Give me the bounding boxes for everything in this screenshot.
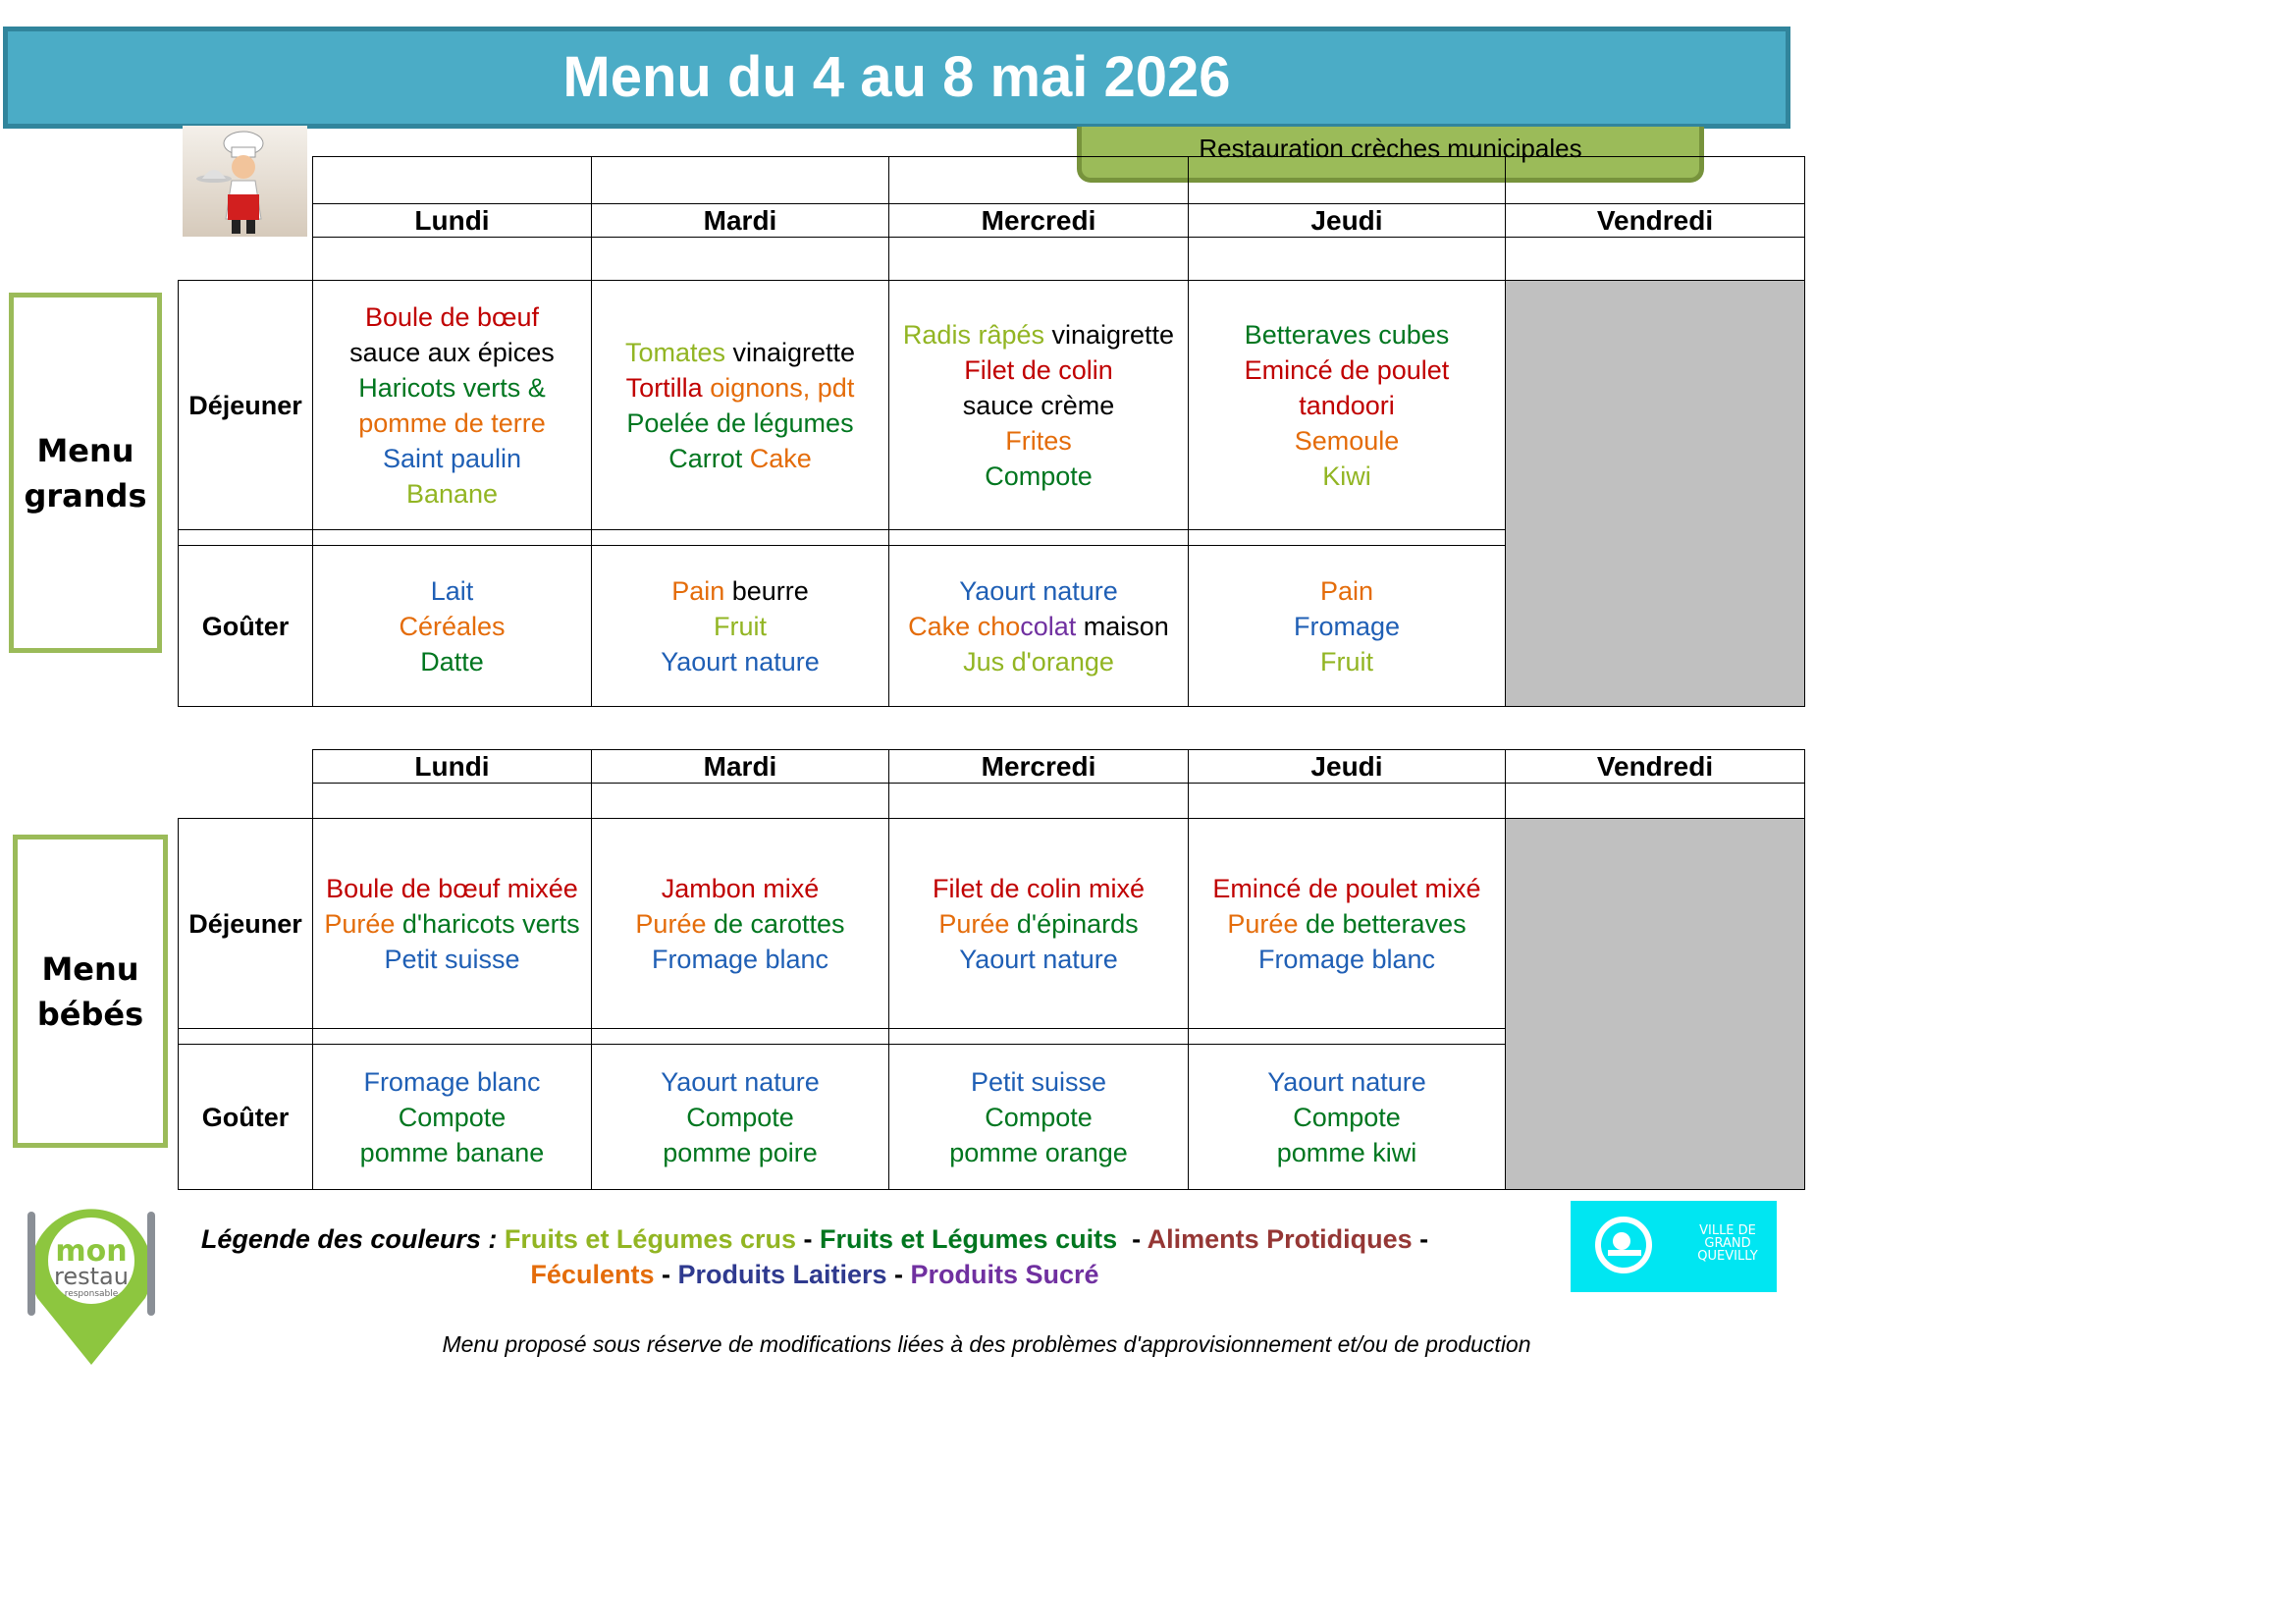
dish-text: sauce aux épices — [349, 337, 555, 367]
day-header-jeudi: Jeudi — [1189, 204, 1506, 238]
legend-item: Produits Laitiers — [677, 1260, 887, 1289]
dish-text: Compote — [985, 460, 1093, 491]
gouter-jeudi-line — [1189, 644, 1505, 679]
legend-item: Féculents — [530, 1260, 655, 1289]
empty-cell — [1506, 157, 1805, 204]
menu-grands-table — [178, 156, 1805, 707]
dish-text: Petit suisse — [384, 944, 520, 974]
dejeuner-lundi-line — [313, 942, 591, 977]
empty-cell — [592, 157, 889, 204]
empty-cell — [179, 750, 313, 784]
gouter-lundi-line — [313, 644, 591, 679]
dish-text: Tortilla — [625, 372, 711, 403]
dejeuner-cell-mercredi — [889, 281, 1189, 530]
grand-quevilly-logo — [1571, 1201, 1777, 1292]
dejeuner-lundi-line — [313, 476, 591, 512]
dejeuner-cell-lundi — [313, 819, 592, 1029]
dejeuner-lundi-line — [313, 871, 591, 906]
dish-text: Fromage blanc — [363, 1066, 541, 1097]
dish-text: Pain — [671, 575, 725, 606]
legend-item: - — [654, 1260, 678, 1289]
dejeuner-mardi-line — [592, 441, 888, 476]
dejeuner-mercredi-line — [889, 906, 1188, 942]
dish-text: Filet de colin mixé — [932, 873, 1146, 903]
legend-item: - — [1412, 1224, 1429, 1254]
dejeuner-jeudi-line — [1189, 388, 1505, 423]
day-header-mardi: Mardi — [592, 750, 889, 784]
dish-text: pomme de terre — [358, 407, 546, 438]
dejeuner-mercredi-line — [889, 423, 1188, 459]
menu-bebes-label-line1: Menu — [41, 949, 139, 988]
dish-text: de carottes — [706, 908, 845, 939]
service-subtitle: Restauration crèches municipales — [1077, 127, 1704, 183]
dish-text: Tomates — [624, 337, 725, 367]
dejeuner-mardi-line — [592, 942, 888, 977]
dish-text: Purée — [324, 908, 396, 939]
dish-text: Banane — [405, 478, 499, 509]
gouter-label: Goûter — [179, 546, 313, 707]
empty-cell — [889, 238, 1189, 281]
empty-cell — [592, 238, 889, 281]
disclaimer-note: Menu proposé sous réserve de modifications liées à des problèmes d'approvisionnement et/ou de production — [442, 1331, 1531, 1357]
empty-cell — [1189, 157, 1506, 204]
empty-cell — [179, 784, 313, 819]
legend-item: - — [1117, 1224, 1148, 1254]
dish-text: Yaourt nature — [661, 646, 820, 677]
spacer-cell — [592, 1029, 889, 1045]
dish-text: Cake — [749, 443, 812, 473]
dish-text: Boule de bœuf mixée — [326, 873, 578, 903]
dejeuner-mardi-line — [592, 906, 888, 942]
dejeuner-lundi-line — [313, 906, 591, 942]
legend-item: Fruits et Légumes crus — [504, 1224, 797, 1254]
spacer-cell — [179, 530, 313, 546]
gouter-mardi-line — [592, 1064, 888, 1100]
empty-cell — [313, 238, 592, 281]
dish-text: Betteraves cubes — [1244, 319, 1450, 350]
empty-cell — [889, 157, 1189, 204]
spacer-cell — [179, 1029, 313, 1045]
empty-cell — [1189, 784, 1506, 819]
dish-text: vinaigrette — [1044, 319, 1175, 350]
gouter-mercredi-line — [889, 609, 1188, 644]
day-header-mardi: Mardi — [592, 204, 889, 238]
gouter-mercredi-line — [889, 573, 1188, 609]
dish-text: pomme orange — [949, 1137, 1128, 1167]
gouter-cell-lundi — [313, 546, 592, 707]
gouter-lundi-line — [313, 1064, 591, 1100]
dish-text: Carrot — [668, 443, 750, 473]
legend-intro: Légende des couleurs : — [200, 1224, 505, 1254]
dish-text: Boule de bœuf — [364, 301, 540, 332]
dejeuner-mardi-line — [592, 871, 888, 906]
gouter-cell-mercredi — [889, 546, 1189, 707]
dish-text: Fromage blanc — [1257, 944, 1436, 974]
dish-text: Poelée de légumes — [626, 407, 854, 438]
dish-text: Kiwi — [1322, 460, 1371, 491]
empty-cell — [1189, 238, 1506, 281]
spacer-cell — [1189, 1029, 1506, 1045]
gouter-mercredi-line — [889, 1135, 1188, 1170]
dish-text: Cake cho — [908, 611, 1021, 641]
dejeuner-mercredi-line — [889, 942, 1188, 977]
dish-text: pomme kiwi — [1276, 1137, 1417, 1167]
spacer-cell — [889, 530, 1189, 546]
day-header-lundi: Lundi — [313, 750, 592, 784]
gouter-cell-mardi — [592, 1045, 889, 1190]
spacer-cell — [889, 1029, 1189, 1045]
empty-cell — [313, 784, 592, 819]
dejeuner-mercredi-line — [889, 459, 1188, 494]
dish-text: Fromage blanc — [651, 944, 829, 974]
legend-line-1 — [0, 1221, 1629, 1257]
vendredi-closed-cell — [1506, 819, 1805, 1190]
dejeuner-lundi-line — [313, 406, 591, 441]
dish-text: Yaourt nature — [661, 1066, 820, 1097]
dish-text: Compote — [686, 1102, 794, 1132]
dish-text: d'haricots verts — [395, 908, 580, 939]
dish-text: Yaourt nature — [959, 944, 1118, 974]
gouter-mardi-line — [592, 1100, 888, 1135]
gouter-mardi-line — [592, 1135, 888, 1170]
mon-restau-logo-word1: mon — [55, 1234, 128, 1269]
legend-item: Aliments Protidiques — [1147, 1224, 1413, 1254]
dejeuner-mardi-line — [592, 370, 888, 406]
gouter-mardi-line — [592, 573, 888, 609]
dish-text: oignons, pdt — [710, 372, 855, 403]
dish-text: Lait — [430, 575, 474, 606]
dish-text: Emincé de poulet — [1244, 354, 1450, 385]
empty-cell — [179, 238, 313, 281]
gouter-jeudi-line — [1189, 1100, 1505, 1135]
spacer-cell — [313, 530, 592, 546]
dejeuner-lundi-line — [313, 299, 591, 335]
dish-text: Petit suisse — [970, 1066, 1107, 1097]
dejeuner-lundi-line — [313, 335, 591, 370]
spacer-cell — [1189, 530, 1506, 546]
dish-text: Semoule — [1294, 425, 1400, 456]
dejeuner-cell-jeudi — [1189, 819, 1506, 1029]
dejeuner-jeudi-line — [1189, 871, 1505, 906]
gouter-lundi-line — [313, 1135, 591, 1170]
dish-text: Saint paulin — [382, 443, 522, 473]
dish-text: Radis râpés — [902, 319, 1044, 350]
dish-text: Fruit — [714, 611, 767, 641]
dish-text: Purée — [635, 908, 707, 939]
empty-cell — [313, 157, 592, 204]
gouter-label: Goûter — [179, 1045, 313, 1190]
grand-quevilly-text-line1: VILLE DE — [1699, 1223, 1756, 1238]
dish-text: Frites — [1005, 425, 1072, 456]
day-header-lundi: Lundi — [313, 204, 592, 238]
dish-text: Yaourt nature — [959, 575, 1118, 606]
dish-text: Compote — [1293, 1102, 1401, 1132]
spacer-cell — [313, 1029, 592, 1045]
menu-grands-label — [9, 293, 162, 653]
dish-text: beurre — [724, 575, 809, 606]
dejeuner-label: Déjeuner — [179, 819, 313, 1029]
legend-item: Fruits et Légumes cuits — [820, 1224, 1118, 1254]
dish-text: vinaigrette — [724, 337, 856, 367]
dish-text: colat — [1020, 611, 1077, 641]
dejeuner-label: Déjeuner — [179, 281, 313, 530]
dish-text: sauce crème — [962, 390, 1115, 420]
dejeuner-jeudi-line — [1189, 459, 1505, 494]
dish-text: pomme poire — [663, 1137, 818, 1167]
dejeuner-mercredi-line — [889, 352, 1188, 388]
gouter-lundi-line — [313, 609, 591, 644]
day-header-vendredi: Vendredi — [1506, 750, 1805, 784]
dejeuner-mardi-line — [592, 335, 888, 370]
dish-text: Yaourt nature — [1267, 1066, 1426, 1097]
empty-cell — [1506, 784, 1805, 819]
spacer-cell — [592, 530, 889, 546]
dejeuner-mercredi-line — [889, 317, 1188, 352]
page-title: Menu du 4 au 8 mai 2026 — [3, 27, 1790, 129]
dejeuner-jeudi-line — [1189, 942, 1505, 977]
dejeuner-cell-mardi — [592, 281, 889, 530]
gouter-cell-mardi — [592, 546, 889, 707]
dish-text: Céréales — [399, 611, 506, 641]
menu-grands-label-line1: Menu — [36, 431, 134, 469]
legend-line-2 — [0, 1257, 1629, 1292]
gouter-jeudi-line — [1189, 1064, 1505, 1100]
empty-cell — [1506, 238, 1805, 281]
dish-text: Purée — [938, 908, 1010, 939]
dejeuner-cell-mercredi — [889, 819, 1189, 1029]
dejeuner-lundi-line — [313, 370, 591, 406]
gouter-lundi-line — [313, 573, 591, 609]
gouter-mardi-line — [592, 644, 888, 679]
grand-quevilly-text-line2: GRAND QUEVILLY — [1697, 1236, 1758, 1264]
dish-text: Purée — [1227, 908, 1299, 939]
mon-restau-logo-word2: restau — [54, 1263, 129, 1290]
dish-text: maison — [1076, 611, 1169, 641]
dejeuner-cell-mardi — [592, 819, 889, 1029]
dish-text: Haricots verts & — [358, 372, 546, 403]
dejeuner-lundi-line — [313, 441, 591, 476]
empty-cell — [179, 204, 313, 238]
dish-text: pomme banane — [359, 1137, 545, 1167]
dish-text: Pain — [1319, 575, 1374, 606]
dejeuner-jeudi-line — [1189, 906, 1505, 942]
dish-text: Filet de colin — [964, 354, 1113, 385]
dish-text: d'épinards — [1009, 908, 1139, 939]
legend-item: - — [796, 1224, 821, 1254]
dejeuner-mercredi-line — [889, 388, 1188, 423]
gouter-cell-mercredi — [889, 1045, 1189, 1190]
dish-text: tandoori — [1299, 390, 1395, 420]
legend-item: Produits Sucré — [910, 1260, 1099, 1289]
dish-text: Jus d'orange — [963, 646, 1114, 677]
dish-text: Compote — [398, 1102, 507, 1132]
dish-text: Compote — [985, 1102, 1093, 1132]
empty-cell — [889, 784, 1189, 819]
gouter-jeudi-line — [1189, 609, 1505, 644]
day-header-mercredi: Mercredi — [889, 750, 1189, 784]
gouter-mercredi-line — [889, 1100, 1188, 1135]
gouter-cell-jeudi — [1189, 1045, 1506, 1190]
legend-item: - — [886, 1260, 911, 1289]
dish-text: Jambon mixé — [661, 873, 820, 903]
dish-text: Fromage — [1293, 611, 1401, 641]
dejeuner-mercredi-line — [889, 871, 1188, 906]
dejeuner-jeudi-line — [1189, 423, 1505, 459]
day-header-mercredi: Mercredi — [889, 204, 1189, 238]
dejeuner-cell-lundi — [313, 281, 592, 530]
gouter-mercredi-line — [889, 644, 1188, 679]
vendredi-closed-cell — [1506, 281, 1805, 707]
gouter-mercredi-line — [889, 1064, 1188, 1100]
menu-bebes-label-line2: bébés — [36, 995, 144, 1033]
dejeuner-mardi-line — [592, 406, 888, 441]
dish-text: Fruit — [1320, 646, 1373, 677]
menu-grands-label-line2: grands — [24, 476, 147, 514]
day-header-jeudi: Jeudi — [1189, 750, 1506, 784]
gouter-jeudi-line — [1189, 573, 1505, 609]
grand-quevilly-text — [1679, 1224, 1777, 1263]
gouter-cell-jeudi — [1189, 546, 1506, 707]
gouter-mardi-line — [592, 609, 888, 644]
dejeuner-cell-jeudi — [1189, 281, 1506, 530]
gouter-lundi-line — [313, 1100, 591, 1135]
dish-text: Emincé de poulet mixé — [1212, 873, 1481, 903]
empty-cell — [179, 157, 313, 204]
gouter-jeudi-line — [1189, 1135, 1505, 1170]
dejeuner-jeudi-line — [1189, 317, 1505, 352]
empty-cell — [592, 784, 889, 819]
mon-restau-logo-word3: responsable — [64, 1289, 119, 1299]
menu-bebes-label — [13, 835, 168, 1148]
gouter-cell-lundi — [313, 1045, 592, 1190]
dish-text: de betteraves — [1298, 908, 1467, 939]
day-header-vendredi: Vendredi — [1506, 204, 1805, 238]
dejeuner-jeudi-line — [1189, 352, 1505, 388]
dish-text: Datte — [420, 646, 484, 677]
menu-bebes-table — [178, 749, 1805, 1190]
